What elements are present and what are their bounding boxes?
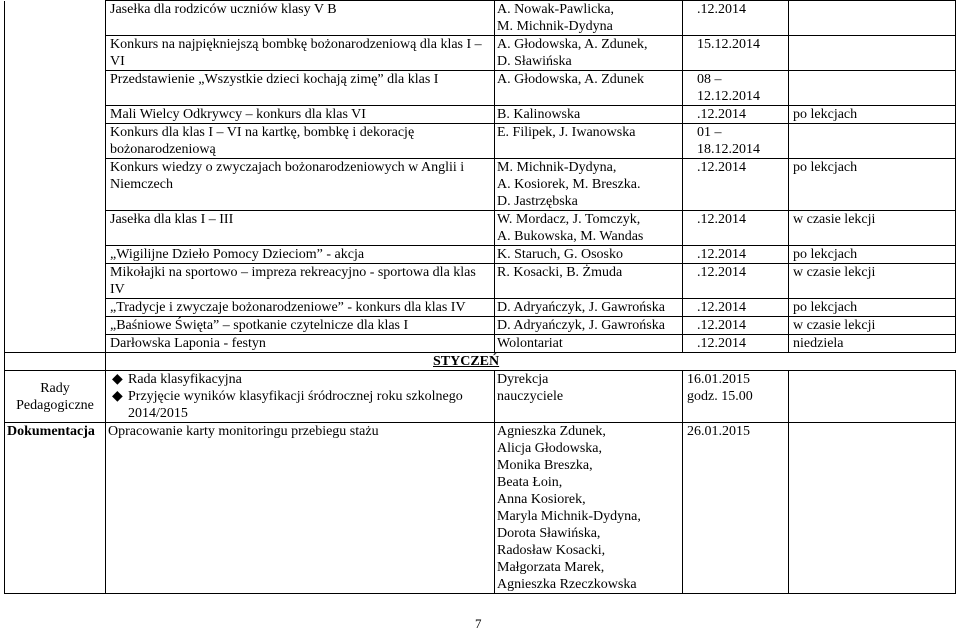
date-cell: .12.2014 (683, 246, 789, 264)
table-row (5, 264, 956, 299)
category-rady: Rady Pedagogiczne (5, 371, 106, 423)
note-cell (789, 124, 956, 159)
event-cell: Jasełka dla klas I – III (106, 211, 495, 246)
note-cell (789, 36, 956, 71)
event-cell: Konkurs na najpiękniejszą bombkę bożonarodzeniową dla klas I – VI (106, 36, 495, 71)
table-row (5, 299, 956, 317)
table-row (5, 159, 956, 211)
date-cell: .12.2014 (683, 299, 789, 317)
responsible-cell: A. Głodowska, A. Zdunek, D. Sławińska (495, 36, 683, 71)
rady-list (108, 371, 492, 422)
table-row (5, 317, 956, 335)
table-row (5, 1, 956, 36)
event-cell: Mikołajki na sportowo – impreza rekreacyjno - sportowa dla klas IV (106, 264, 495, 299)
responsible-cell: D. Adryańczyk, J. Gawrońska (495, 317, 683, 335)
event-cell: „Wigilijne Dzieło Pomocy Dzieciom” - akcja (106, 246, 495, 264)
event-cell: Darłowska Laponia - festyn (106, 335, 495, 353)
table-row (5, 246, 956, 264)
dok-date: 26.01.2015 (683, 423, 789, 594)
rady-items (106, 371, 495, 423)
rady-date: 16.01.2015 godz. 15.00 (683, 371, 789, 423)
note-cell: w czasie lekcji (789, 317, 956, 335)
note-cell: po lekcjach (789, 159, 956, 211)
responsible-cell: A. Nowak-Pawlicka, M. Michnik-Dydyna (495, 1, 683, 36)
rady-note (789, 371, 956, 423)
responsible-cell: A. Głodowska, A. Zdunek (495, 71, 683, 106)
category-dokumentacja: Dokumentacja (5, 423, 106, 594)
note-cell: po lekcjach (789, 299, 956, 317)
responsible-cell: Wolontariat (495, 335, 683, 353)
note-cell: po lekcjach (789, 246, 956, 264)
bullet-icon: ◆ (112, 389, 123, 404)
event-cell: Konkurs dla klas I – VI na kartkę, bombkę i dekorację bożonarodzeniową (106, 124, 495, 159)
month-header: STYCZEŃ (106, 353, 956, 371)
schedule-table (4, 0, 956, 594)
table-row (5, 211, 956, 246)
rady-responsible: Dyrekcja nauczyciele (495, 371, 683, 423)
category-cell (5, 1, 106, 353)
responsible-cell: W. Mordacz, J. Tomczyk, A. Bukowska, M. Wandas (495, 211, 683, 246)
bullet-icon: ◆ (112, 372, 123, 387)
date-cell: .12.2014 (683, 211, 789, 246)
dok-responsible: Agnieszka Zdunek, Alicja Głodowska, Monika Breszka, Beata Łoin, Anna Kosiorek, Maryla Michnik-Dydyna, Dorota Sławińska, Radosław Kosacki, Małgorzata Marek, Agnieszka Rzeczkowska (495, 423, 683, 594)
responsible-cell: E. Filipek, J. Iwanowska (495, 124, 683, 159)
event-cell: „Tradycje i zwyczaje bożonarodzeniowe” - konkurs dla klas IV (106, 299, 495, 317)
date-cell: .12.2014 (683, 335, 789, 353)
responsible-cell: B. Kalinowska (495, 106, 683, 124)
table-row (5, 71, 956, 106)
rady-row (5, 371, 956, 423)
event-cell: Konkurs wiedzy o zwyczajach bożonarodzeniowych w Anglii i Niemczech (106, 159, 495, 211)
responsible-cell: D. Adryańczyk, J. Gawrońska (495, 299, 683, 317)
event-cell: Jasełka dla rodziców uczniów klasy V B (106, 1, 495, 36)
note-cell (789, 71, 956, 106)
note-cell (789, 1, 956, 36)
date-cell: .12.2014 (683, 317, 789, 335)
list-item-text: Przyjęcie wyników klasyfikacji śródrocznej roku szkolnego 2014/2015 (128, 389, 463, 421)
date-cell: .12.2014 (683, 106, 789, 124)
month-spacer (5, 353, 106, 371)
note-cell: po lekcjach (789, 106, 956, 124)
list-item (112, 371, 492, 388)
event-cell: Mali Wielcy Odkrywcy – konkurs dla klas VI (106, 106, 495, 124)
note-cell: niedziela (789, 335, 956, 353)
note-cell: w czasie lekcji (789, 264, 956, 299)
responsible-cell: M. Michnik-Dydyna, A. Kosiorek, M. Breszka. D. Jastrzębska (495, 159, 683, 211)
date-cell: 01 – 18.12.2014 (683, 124, 789, 159)
month-header-row (5, 353, 956, 371)
dok-note (789, 423, 956, 594)
table-row (5, 36, 956, 71)
list-item (112, 388, 492, 422)
dok-event: Opracowanie karty monitoringu przebiegu stażu (106, 423, 495, 594)
event-cell: Przedstawienie „Wszystkie dzieci kochają zimę” dla klas I (106, 71, 495, 106)
date-cell: .12.2014 (683, 264, 789, 299)
responsible-cell: K. Staruch, G. Ososko (495, 246, 683, 264)
date-cell: .12.2014 (683, 159, 789, 211)
date-cell: .12.2014 (683, 1, 789, 36)
responsible-cell: R. Kosacki, B. Żmuda (495, 264, 683, 299)
event-cell: „Baśniowe Święta” – spotkanie czytelnicze dla klas I (106, 317, 495, 335)
dokumentacja-row (5, 423, 956, 594)
date-cell: 08 – 12.12.2014 (683, 71, 789, 106)
list-item-text: Rada klasyfikacyjna (128, 372, 242, 387)
table-row (5, 124, 956, 159)
table-row (5, 335, 956, 353)
page-number: 7 (475, 616, 482, 631)
note-cell: w czasie lekcji (789, 211, 956, 246)
table-row (5, 106, 956, 124)
date-cell: 15.12.2014 (683, 36, 789, 71)
